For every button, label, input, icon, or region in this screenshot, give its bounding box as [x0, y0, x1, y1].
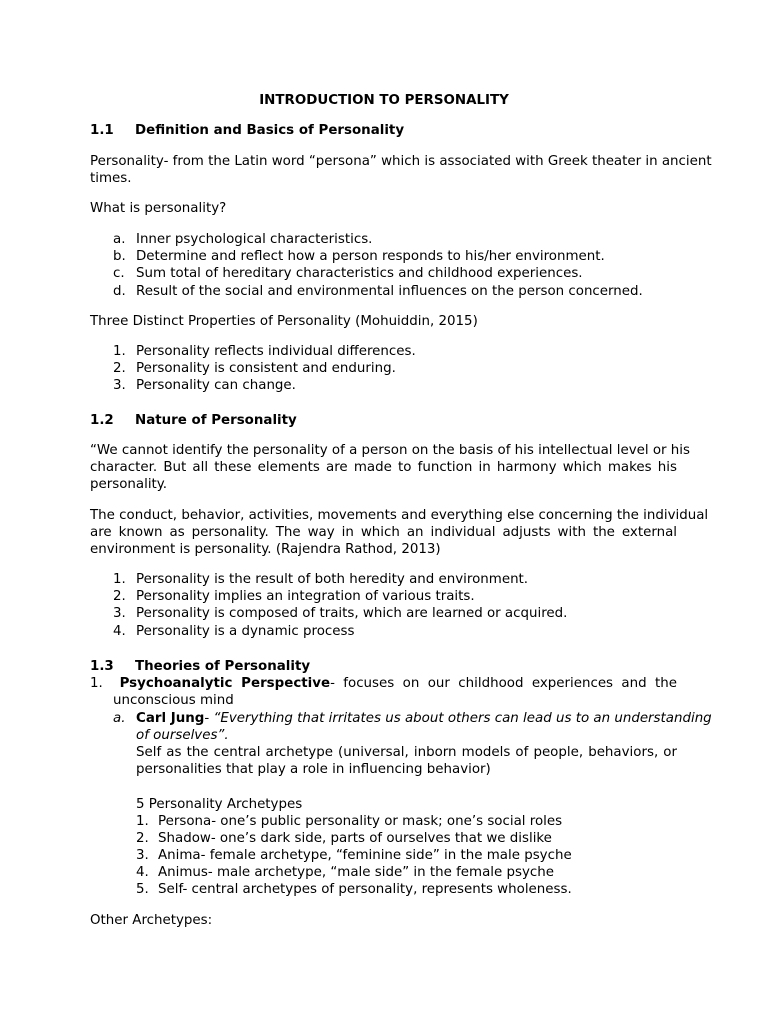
list-item: 4. Personality is a dynamic process — [113, 624, 355, 639]
list-item: c. Sum total of hereditary characteristics and childhood experiences. — [113, 266, 583, 281]
section-1-2-heading — [90, 412, 677, 429]
list-item: 2. Personality implies an integration of various traits. — [113, 589, 475, 604]
section-1-3-heading — [90, 658, 677, 675]
author-name: Carl Jung — [136, 711, 205, 726]
list-item: 3. Personality is composed of traits, which are learned or acquired. — [113, 606, 568, 621]
section-title: Definition and Basics of Personality — [135, 123, 405, 138]
paragraph-line: 5 Personality Archetypes — [136, 797, 303, 812]
document-title: INTRODUCTION TO PERSONALITY — [259, 93, 509, 108]
section-number: 1.2 — [90, 413, 114, 428]
paragraph-line: Self as the central archetype (universal, inborn models of people, behaviors, or — [136, 745, 677, 760]
paragraph-line: personalities that play a role in influencing behavior) — [136, 762, 491, 777]
quote-text: “Everything that irritates us about others can lead us to an understanding — [213, 711, 712, 726]
paragraph-line: The conduct, behavior, activities, movements and everything else concerning the individual — [90, 508, 709, 523]
list-item: 1. Personality reflects individual differences. — [113, 344, 416, 359]
list-item: a. Inner psychological characteristics. — [113, 232, 373, 247]
list-item: 2. Personality is consistent and enduring. — [113, 361, 396, 376]
section-number: 1.3 — [90, 659, 114, 674]
list-item: b. Determine and reflect how a person responds to his/her environment. — [113, 249, 605, 264]
paragraph-line: “We cannot identify the personality of a person on the basis of his intellectual level or his — [90, 443, 690, 458]
list-item: 1. Personality is the result of both heredity and environment. — [113, 572, 529, 587]
paragraph-line: environment is personality. (Rajendra Rathod, 2013) — [90, 542, 441, 557]
paragraph-line: Personality- from the Latin word “persona” which is associated with Greek theater in ancient — [90, 154, 712, 169]
paragraph-line: What is personality? — [90, 201, 227, 216]
list-item: d. Result of the social and environmental influences on the person concerned. — [113, 284, 643, 299]
list-item: 3. Anima- female archetype, “feminine side” in the male psyche — [136, 848, 572, 863]
list-item: 2. Shadow- one’s dark side, parts of ourselves that we dislike — [136, 831, 552, 846]
paragraph-line: Other Archetypes: — [90, 913, 213, 928]
list-item: 5. Self- central archetypes of personality, represents wholeness. — [136, 882, 572, 897]
jung-quote-line: a. Carl Jung- “Everything that irritates us about others can lead us to an understanding — [113, 711, 712, 726]
section-1-1-heading — [90, 122, 677, 139]
list-item: 1. Persona- one’s public personality or mask; one’s social roles — [136, 814, 563, 829]
paragraph-line: unconscious mind — [113, 693, 234, 708]
list-item: 3. Personality can change. — [113, 378, 296, 393]
list-item: 4. Animus- male archetype, “male side” in the female psyche — [136, 865, 554, 880]
theory-item: 1. Psychoanalytic Perspective- focuses on our childhood experiences and the — [90, 676, 677, 691]
paragraph-line: character. But all these elements are made to function in harmony which makes his — [90, 460, 677, 475]
section-title: Nature of Personality — [135, 413, 297, 428]
paragraph-line: personality. — [90, 477, 168, 492]
paragraph-line: times. — [90, 171, 132, 186]
paragraph-line: Three Distinct Properties of Personality (Mohuiddin, 2015) — [90, 314, 478, 329]
section-title: Theories of Personality — [135, 659, 311, 674]
section-number: 1.1 — [90, 123, 114, 138]
paragraph-line: are known as personality. The way in which an individual adjusts with the external — [90, 525, 677, 540]
quote-text: of ourselves”. — [136, 728, 229, 743]
theory-title: Psychoanalytic Perspective — [119, 676, 331, 691]
